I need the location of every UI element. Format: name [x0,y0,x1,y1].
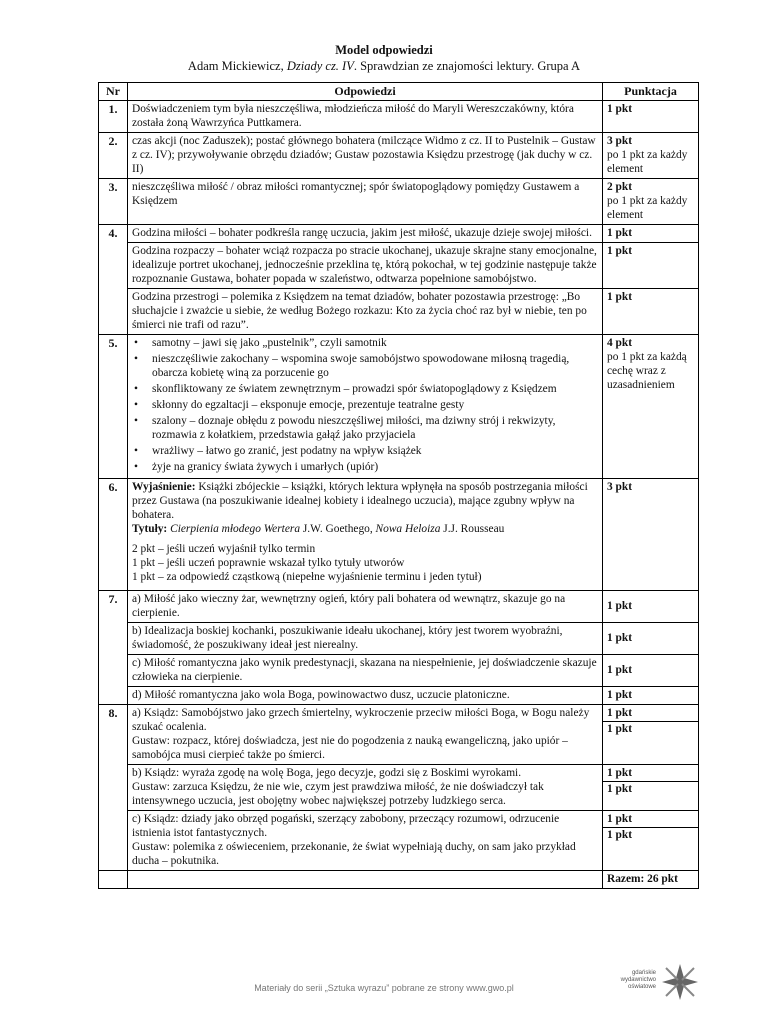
total-points: Razem: 26 pkt [607,873,678,885]
table-row-5 [99,335,699,479]
points-cell [603,101,699,133]
row-number: 7. [99,591,128,705]
answer-text [128,811,603,871]
answer-text: Godzina rozpaczy – bohater wciąż rozpacza po stracie ukochanej, ukazuje skrajne stany emocjonalne, idealizuje portret ukochanej, jednocześnie przeklina tę, którą pokochał, w tej godzinie następuje także rozpoznanie Gustawa, bohater popada w szaleństwo, odtwarza popełnione samobójstwo. [128,243,603,289]
list-item: • skłonny do egzaltacji – eksponuje emocje, prezentuje teatralne gesty [132,398,598,412]
points-note: po 1 pkt za każdą cechę wraz z uzasadnieniem [607,351,687,391]
subtitle-work: Dziady cz. IV [286,59,354,73]
explanation [132,480,598,522]
header-answers: Odpowiedzi [128,83,603,101]
list-item: • wrażliwy – łatwo go zranić, jest podatny na wpływ książek [132,444,598,458]
points-note: po 1 pkt za każdy element [607,149,688,175]
points-value: 1 pkt [607,813,633,825]
title-1: Cierpienia młodego Wertera [170,523,301,535]
header-nr: Nr [99,83,128,101]
subtitle-rest: . Sprawdzian ze znajomości lektury. Grupa A [353,59,581,73]
document-subtitle [0,58,768,74]
logo-text [612,970,656,991]
priest-view: b) Ksiądz: wyraża zgodę na wolę Boga, jego decyzje, godzi się z Boskimi wyrokami. [132,767,522,779]
points-value: 1 pkt [607,829,633,841]
row-number: 3. [99,179,128,225]
publisher-logo [612,962,702,1002]
points-cell [603,811,699,871]
table-row-8c [99,811,699,871]
row-number: 6. [99,479,128,591]
total-cell [603,871,699,889]
answer-text [128,765,603,811]
points-value: 1 pkt [607,707,633,719]
answer-text: Doświadczeniem tym była nieszczęśliwa, młodzieńcza miłość do Maryli Wereszczakówny, która została żoną Wawrzyńca Puttkamera. [128,101,603,133]
scoring-rule: 1 pkt – za odpowiedź cząstkową (niepełne wyjaśnienie terminu i jeden tytuł) [132,571,482,583]
row-number: 4. [99,225,128,335]
points-value: 4 pkt [607,337,633,349]
footer-text: Materiały do serii „Sztuka wyrazu” pobrane ze strony www.gwo.pl [254,983,514,993]
points-note: po 1 pkt za każdy element [607,195,688,221]
list-item: • samotny – jawi się jako „pustelnik”, czyli samotnik [132,336,598,350]
points-cell [603,687,699,705]
gwo-star-icon [660,962,700,1002]
table-row-4a [99,225,699,243]
answer-table [98,82,699,889]
points-value: 1 pkt [607,227,633,239]
answer-text: b) Idealizacja boskiej kochanki, poszukiwanie ideału ukochanej, który jest tworem wyobraźni, świadomość, że poszukiwany ideał jest nierealny. [128,623,603,655]
answer-text: Godzina miłości – bohater podkreśla rangę uczucia, jakim jest miłość, ukazuje dzieje swojej miłości. [128,225,603,243]
points-value: 1 pkt [607,632,633,644]
answer-text [128,705,603,765]
row-number: 8. [99,705,128,871]
table-row-4c [99,289,699,335]
answer-text [128,335,603,479]
points-cell [603,705,699,765]
list-item: • szalony – doznaje obłędu z powodu nieszczęśliwej miłości, ma dziwny strój i rekwizyty, rozmawia z kołatkiem, przedstawia gałąź jako przyjaciela [132,414,598,442]
scoring-rule: 1 pkt – jeśli uczeń poprawnie wskazał tylko tytuły utworów [132,557,405,569]
title-2: Nowa Heloiza [375,523,441,535]
list-item: • skonfliktowany ze światem zewnętrznym – prowadzi spór światopoglądowy z Księdzem [132,382,598,396]
author-1: J.W. Goethego, [300,523,376,535]
points-cell [603,225,699,243]
table-total-row [99,871,699,889]
points-cell [603,243,699,289]
table-row-7a [99,591,699,623]
trait-list [132,336,598,474]
points-cell [603,655,699,687]
empty-cell [128,871,603,889]
gustaw-view: Gustaw: zarzuca Księdzu, że nie wie, czym jest prawdziwa miłość, że nie doświadczył tak intensywnego uczucia, jest obojętny wobec największej potrzeby ludzkiego serca. [132,781,544,807]
table-row-7c [99,655,699,687]
table-row-7b [99,623,699,655]
logo-line: wydawnictwo [620,977,656,983]
explanation-label: Wyjaśnienie: [132,481,196,493]
points-cell [603,289,699,335]
points-cell [603,179,699,225]
table-row-4b [99,243,699,289]
points-cell [603,765,699,811]
titles [132,522,598,536]
table-row-8b [99,765,699,811]
table-row-1 [99,101,699,133]
points-cell [603,479,699,591]
points-cell [603,591,699,623]
points-value: 3 pkt [607,481,633,493]
empty-cell [99,871,128,889]
header-points: Punktacja [603,83,699,101]
points-value: 1 pkt [607,664,633,676]
list-item: • nieszczęśliwie zakochany – wspomina swoje samobójstwo spowodowane miłosną tragedią, obarcza kobietę winą za porzucenie go [132,352,598,380]
gustaw-view: Gustaw: rozpacz, której doświadcza, jest nie do pogodzenia z nauką ewangeliczną, jako upiór – samobójca musi cierpieć także po śmierci. [132,735,568,761]
answer-text [128,479,603,591]
points-value: 1 pkt [607,103,633,115]
subtitle-author: Adam Mickiewicz, [187,59,287,73]
list-item: • żyje na granicy świata żywych i umarłych (upiór) [132,460,598,474]
answer-text: czas akcji (noc Zaduszek); postać głównego bohatera (milczące Widmo z cz. II to Pustelnik – Gustaw z cz. IV); przywoływanie obrzędu dziadów; Gustaw pozostawia Księdzu przestrogę (jak duchy w cz. II) [128,133,603,179]
table-row-2 [99,133,699,179]
answer-text: c) Miłość romantyczna jako wynik predestynacji, skazana na niespełnienie, jej doświadczenie skazuje człowieka na cierpienie. [128,655,603,687]
points-value: 1 pkt [607,689,633,701]
titles-label: Tytuły: [132,523,168,535]
answer-text: nieszczęśliwa miłość / obraz miłości romantycznej; spór światopoglądowy pomiędzy Gustawem a Księdzem [128,179,603,225]
explanation-text: Książki zbójeckie – książki, których lektura wpłynęła na sposób postrzegania miłości przez Gustawa (na poszukiwanie idealnej kobiety i idealnego uczucia), mające zgubny wpływ na bohatera. [132,481,588,521]
document-header [0,42,768,74]
table-header-row [99,83,699,101]
gustaw-view: Gustaw: polemika z oświeceniem, przekonanie, że świat wypełniają duchy, on sam jako przykład ducha – pokutnika. [132,841,576,867]
table-row-6 [99,479,699,591]
row-number: 5. [99,335,128,479]
logo-line: gdańskie [631,970,656,976]
table-row-8a [99,705,699,765]
table-row-3 [99,179,699,225]
points-value: 3 pkt [607,135,633,147]
points-value: 1 pkt [607,245,633,257]
points-cell [603,623,699,655]
document-title: Model odpowiedzi [335,43,433,57]
points-value: 2 pkt [607,181,633,193]
points-value: 1 pkt [607,783,633,795]
points-value: 1 pkt [607,767,633,779]
answer-text: Godzina przestrogi – polemika z Księdzem na temat dziadów, bohater pozostawia przestrogę: „Bo słuchajcie i zważcie u siebie, że według Bożego rozkazu: Kto za życia choć raz był w niebie, ten po śmierci nie trafi od razu”. [128,289,603,335]
points-value: 1 pkt [607,600,633,612]
points-value: 1 pkt [607,291,633,303]
answer-text: a) Miłość jako wieczny żar, wewnętrzny ogień, który pali bohatera od wewnątrz, skazuje go na cierpienie. [128,591,603,623]
priest-view: c) Ksiądz: dziady jako obrzęd pogański, szerzący zabobony, przeczący rozumowi, odrzucenie istnienia istot fantastycznych. [132,813,560,839]
answer-text: d) Miłość romantyczna jako wola Boga, powinowactwo dusz, uczucie platoniczne. [128,687,603,705]
row-number: 2. [99,133,128,179]
scoring-rule: 2 pkt – jeśli uczeń wyjaśnił tylko termin [132,543,316,555]
logo-line: oświatowe [627,984,656,990]
row-number: 1. [99,101,128,133]
table-row-7d [99,687,699,705]
points-value: 1 pkt [607,723,633,735]
priest-view: a) Ksiądz: Samobójstwo jako grzech śmiertelny, wykroczenie przeciw miłości Boga, w Bogu należy szukać ocalenia. [132,707,590,733]
points-cell [603,133,699,179]
points-cell [603,335,699,479]
author-2: J.J. Rousseau [440,523,505,535]
